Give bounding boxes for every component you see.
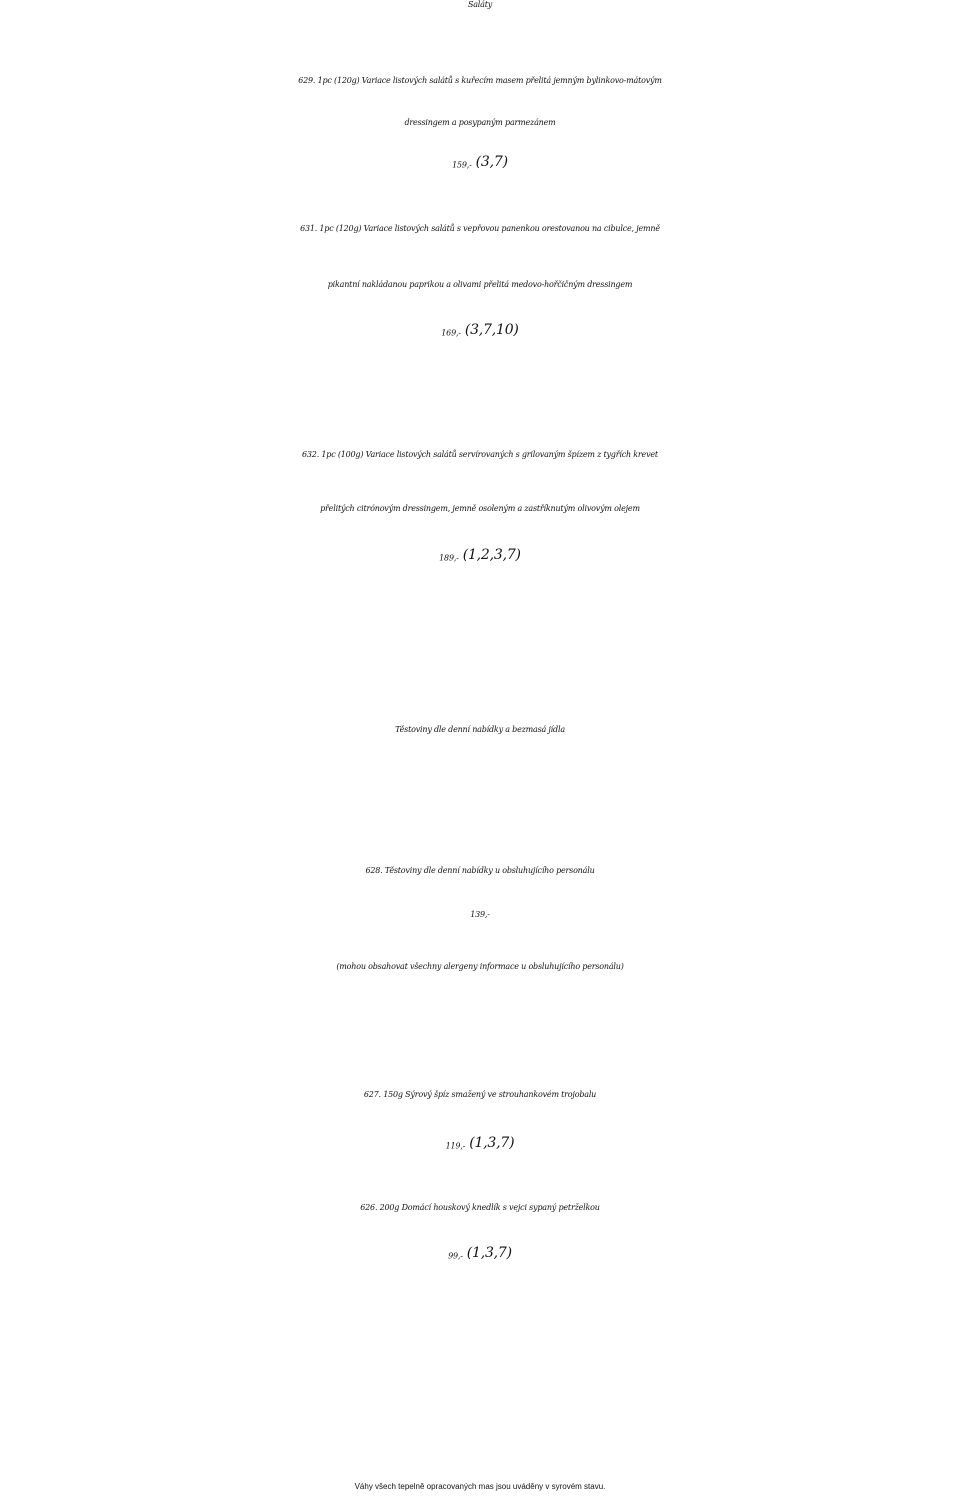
weights-footer-note: Váhy všech tepelně opracovaných mas jsou uváděny v syrovém stavu. xyxy=(354,1482,606,1491)
salad-629-line1: 629. 1pc (120g) Variace listových salátů s kuřecím masem přelitá jemným bylinkovo-mátovým xyxy=(298,76,662,85)
salad-631-allergens: (3,7,10) xyxy=(464,322,519,338)
item-627-name: 627. 150g Sýrový špíz smažený ve strouhankovém trojobalu xyxy=(363,1090,597,1099)
salad-629-price-row xyxy=(0,152,960,170)
salad-632-line1: 632. 1pc (100g) Variace listových salátů servírovaných s grilovaným špízem z tygřích krevet xyxy=(302,450,658,459)
item-628-price: 139,- xyxy=(470,910,490,919)
item-626-allergens: (1,3,7) xyxy=(466,1245,512,1261)
pasta-section-heading: Těstoviny dle denní nabídky a bezmasá jídla xyxy=(395,725,565,734)
item-627-price: 119,- xyxy=(445,1141,466,1151)
salad-632-price-row xyxy=(0,545,960,563)
page-title: Saláty xyxy=(467,0,493,9)
salad-631-price-row xyxy=(0,320,960,338)
salad-631-price: 169,- xyxy=(441,328,461,338)
salad-631-line2: pikantní nakládanou paprikou a olivami přelitá medovo-hořčičným dressingem xyxy=(327,280,633,289)
salad-632-price: 189,- xyxy=(439,553,459,563)
item-626-name: 626. 200g Domácí houskový knedlík s vejci sypaný petrželkou xyxy=(360,1203,600,1212)
salad-629-allergens: (3,7) xyxy=(475,154,508,170)
salad-629-line2: dressingem a posypaným parmezánem xyxy=(404,118,556,127)
item-627-price-row xyxy=(0,1133,960,1151)
item-626-price-row xyxy=(0,1243,960,1261)
item-628-note: (mohou obsahovat všechny alergeny informace u obsluhujícího personálu) xyxy=(336,962,624,971)
item-628-name: 628. Těstoviny dle denní nabídky u obsluhujícího personálu xyxy=(365,866,595,875)
salad-632-allergens: (1,2,3,7) xyxy=(462,547,521,563)
salad-631-line1: 631. 1pc (120g) Variace listových salátů s vepřovou panenkou orestovanou na cibulce, jemně xyxy=(300,224,660,233)
item-627-allergens: (1,3,7) xyxy=(469,1135,515,1151)
salad-629-price: 159,- xyxy=(452,160,472,170)
item-626-price: 99,- xyxy=(448,1251,463,1261)
salad-632-line2: přelitých citrónovým dressingem, jemně osoleným a zastříknutým olivovým olejem xyxy=(320,504,640,513)
